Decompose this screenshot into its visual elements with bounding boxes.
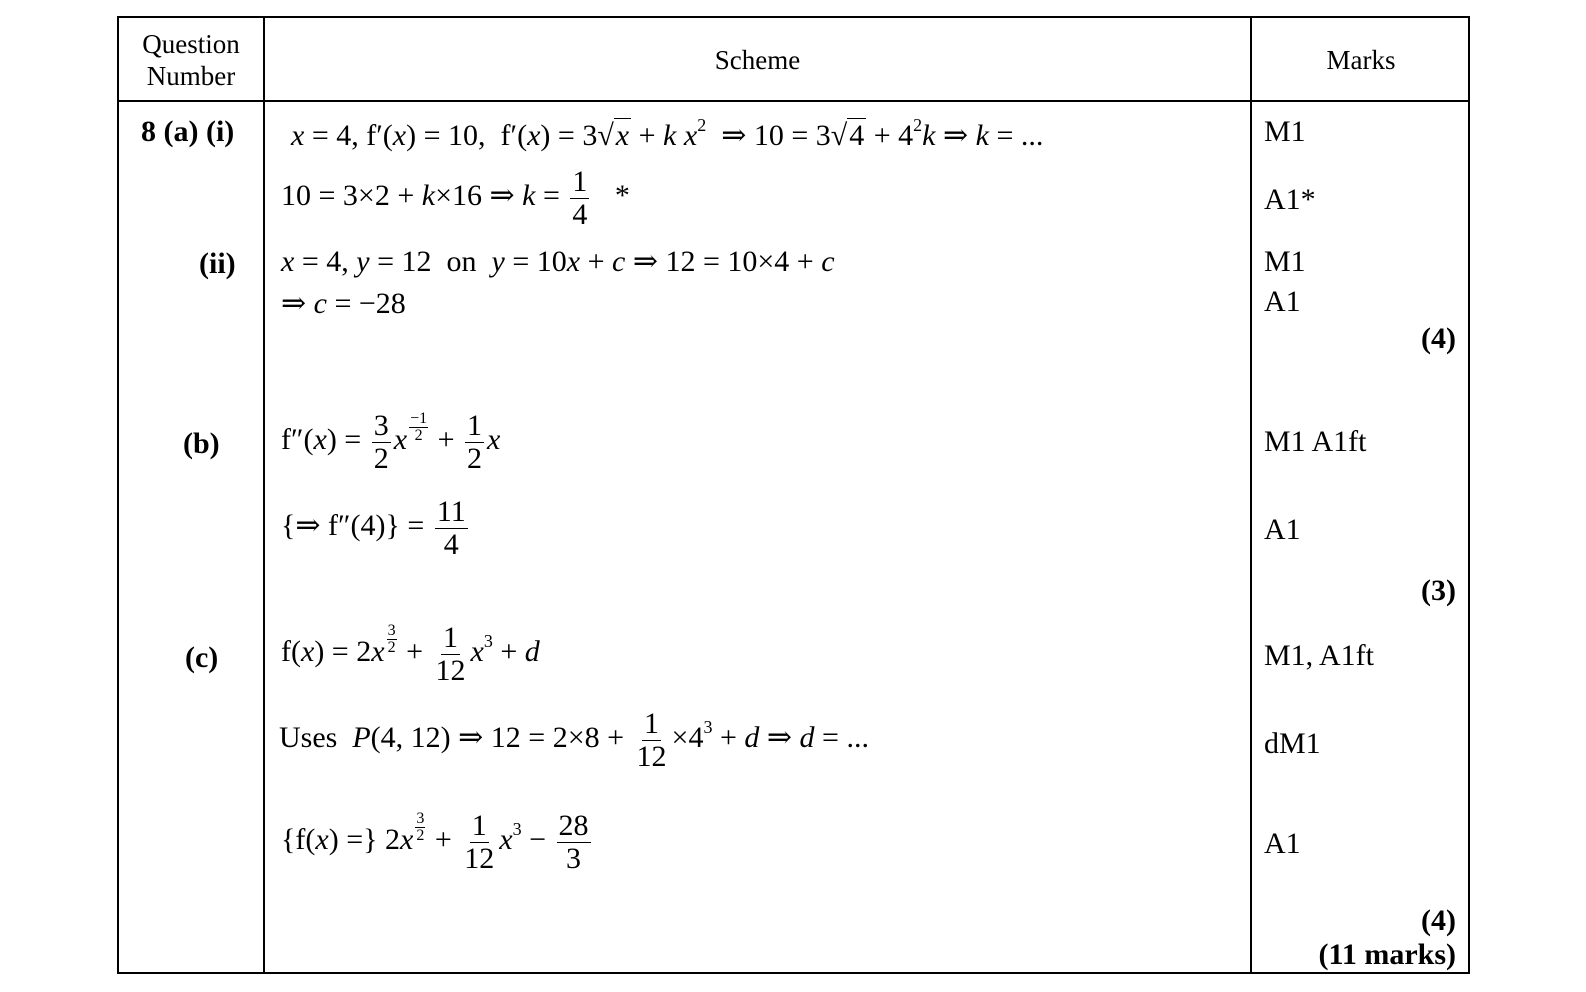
scheme-a-i-line1: x = 4, f′(x) = 10, f′(x) = 3√x + k $x^2$ ⇒ $10 = 3√4 + 4^2k$ ⇒ k = ...: [291, 115, 1044, 152]
mark-a-total: (4): [1421, 322, 1456, 355]
scheme-a-i-line2: 10 = 3×2 + k×16 ⇒ k = $\frac{1}{4}$ *: [281, 165, 630, 231]
scheme-a-ii-line2: ⇒ c = −28: [281, 287, 406, 320]
scheme-c-line3: {f(x) =} 2x $\frac{3}{2}$ + $\frac{1}{12}$ $x^3$ − $\frac{28}{3}$: [281, 809, 589, 875]
mark-c-2: dM1: [1264, 727, 1321, 760]
mark-a-2: A1*: [1264, 183, 1316, 216]
label-a-ii: (ii): [199, 247, 236, 280]
mark-b-total: (3): [1421, 574, 1456, 607]
label-8a-i: 8 (a) (i): [141, 115, 235, 148]
mark-c-1: M1, A1ft: [1264, 639, 1375, 672]
scheme-b-line2: {⇒ f″(4)} = $\frac{11}{4}$: [281, 495, 466, 561]
mark-grand-total: (11 marks): [1318, 938, 1456, 971]
scheme-b-line1: f″(x) = $\frac{3}{2}$ x $\frac{-1}{2}$ + $\frac{1}{2}$ x: [281, 409, 501, 475]
column-divider: [1250, 18, 1252, 972]
header-question-number: Question Number: [142, 29, 240, 91]
mark-b-2: A1: [1264, 513, 1301, 546]
header-scheme: Scheme: [714, 45, 801, 75]
mark-c-total: (4): [1421, 904, 1456, 937]
scheme-c-line2: Uses P(4, 12) ⇒ 12 = 2×8 + $\frac{1}{12}$ $\times 4^3 + d$ ⇒ d = ...: [279, 707, 869, 773]
label-b: (b): [183, 427, 220, 460]
mark-scheme-table: [117, 16, 1470, 974]
scheme-a-ii-line1: x = 4, y = 12 on y = 10x + c ⇒ 12 = 10×4 + c: [281, 245, 835, 278]
label-c: (c): [185, 641, 219, 674]
header-marks: Marks: [1326, 45, 1396, 75]
mark-a-4: A1: [1264, 285, 1301, 318]
scheme-c-line1: f(x) = 2x $\frac{3}{2}$ + $\frac{1}{12}$ $x^3 + d$: [281, 621, 540, 687]
mark-b-1: M1 A1ft: [1264, 425, 1367, 458]
mark-a-1: M1: [1264, 115, 1306, 148]
mark-c-3: A1: [1264, 827, 1301, 860]
header-divider: [119, 100, 1468, 102]
mark-a-3: M1: [1264, 245, 1306, 278]
column-divider: [263, 18, 265, 972]
